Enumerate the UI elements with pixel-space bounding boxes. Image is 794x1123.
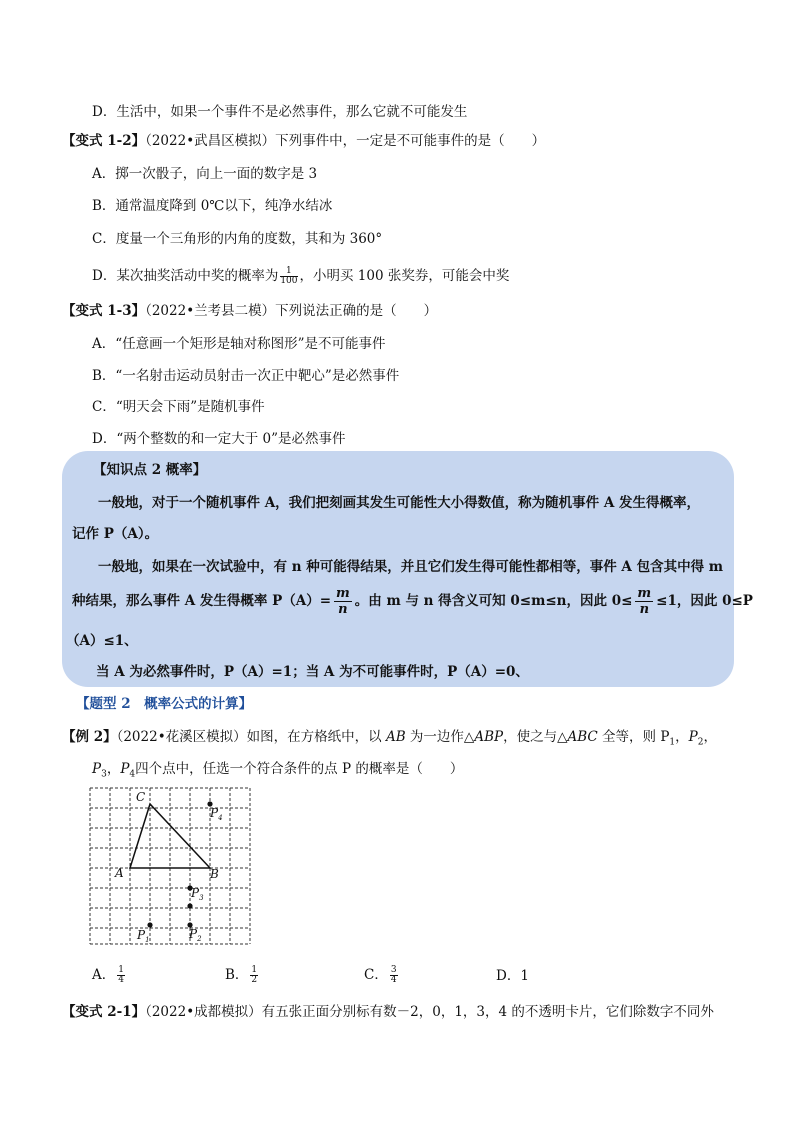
knowledge-para1-line2: 记作 P（A）。 xyxy=(72,526,159,542)
stem-text: 为一边作△ xyxy=(405,729,475,745)
triangle-abc: ABC xyxy=(567,729,598,745)
option-a-text: A．“任意画一个矩形是轴对称图形”是不可能事件 xyxy=(92,336,386,352)
point-label: P xyxy=(688,729,698,745)
point-label: P xyxy=(92,761,102,777)
option-d-text: D．“两个整数的和一定大于 0”是必然事件 xyxy=(92,431,346,447)
variant-2-1-stem xyxy=(62,1002,714,1022)
subscript: 4 xyxy=(129,769,136,780)
example-2-stem-line2: $P_3$，$P_4$四个点中，任选一个符合条件的点 P 的概率是（ ） xyxy=(92,761,464,780)
knowledge-para2-line1: 一般地，如果在一次试验中，有 n 种可能得结果，并且它们发生得可能性都相等，事件 A 包含其中得 m xyxy=(98,559,724,575)
fraction-numerator: m xyxy=(637,586,652,601)
fraction-denominator: 100 xyxy=(280,276,298,286)
stem-text: 四个点中，任选一个符合条件的点 P 的概率是（ ） xyxy=(135,761,464,777)
variant-1-2-stem xyxy=(62,131,545,151)
example-2-stem-line1: 【例 2】（2022•花溪区模拟）如图，在方格纸中，以 AB 为一边作△ABP，使之与△ABC 全等，则 $P_1$，$P_2$， xyxy=(62,729,717,748)
subscript: 3 xyxy=(101,769,107,780)
fraction-m-over-n xyxy=(334,586,352,617)
label-p2: $P_2$ xyxy=(189,927,202,943)
section-title: 【题型 2 概率公式的计算】 xyxy=(76,696,253,712)
option-d-text xyxy=(92,266,509,286)
option-d-suffix: ，小明买 100 张奖券，可能会中奖 xyxy=(299,268,510,284)
option-c-text xyxy=(364,965,400,985)
variant-tag: 【变式 2-1】 xyxy=(62,1004,146,1020)
subscript: 2 xyxy=(697,737,704,748)
label-a: A xyxy=(115,866,124,880)
label-b: B xyxy=(210,867,219,881)
variant-question: （2022•成都模拟）有五张正面分别标有数－2，0，1，3，4 的不透明卡片，它们除数字不同外 xyxy=(145,1004,714,1020)
point-label: P xyxy=(120,761,130,777)
fraction-numerator: 1 xyxy=(118,965,124,975)
fraction-denominator: 2 xyxy=(251,975,258,985)
option-a-text xyxy=(92,965,127,985)
fraction-denominator: n xyxy=(639,602,650,617)
fraction-numerator: 1 xyxy=(280,267,297,277)
formula-suffix: ≤1，因此 0≤P xyxy=(656,593,753,609)
grid-lines xyxy=(90,788,250,944)
variant-tag: 【变式 1-3】 xyxy=(62,303,146,319)
example-tag: 【例 2】 xyxy=(62,729,117,745)
label-p1: $P_1$ xyxy=(137,928,150,944)
knowledge-para3: 当 A 为必然事件时，P（A）=1；当 A 为不可能事件时，P（A）=0、 xyxy=(96,664,529,680)
option-b-text xyxy=(225,965,260,985)
knowledge-para2-line3: （A）≤1、 xyxy=(66,633,138,649)
option-a-text: A．掷一次骰子，向上一面的数字是 3 xyxy=(92,166,318,182)
stem-text: （2022•花溪区模拟）如图，在方格纸中，以 xyxy=(116,729,386,745)
fraction-numerator: 1 xyxy=(251,965,258,975)
knowledge-para1-line1: 一般地，对于一个随机事件 A，我们把刻画其发生可能性大小得数值，称为随机事件 A 发生得概率， xyxy=(98,495,701,511)
grid-figure xyxy=(86,784,254,950)
fraction-denominator: 4 xyxy=(390,975,397,985)
fraction-1-100 xyxy=(280,267,297,286)
fraction-denominator: 4 xyxy=(118,975,124,985)
subscript: 1 xyxy=(669,737,676,748)
stem-text: 全等，则 P xyxy=(597,729,670,745)
option-c-text: C．度量一个三角形的内角的度数，其和为 360° xyxy=(92,231,383,247)
variant-question: （2022•武昌区模拟）下列事件中，一定是不可能事件的是（ ） xyxy=(145,133,546,149)
knowledge-title: 【知识点 2 概率】 xyxy=(93,462,207,478)
option-d-prefix: D．某次抽奖活动中奖的概率为 xyxy=(92,268,279,284)
formula-prefix: 种结果，那么事件 A 发生得概率 P（A）= xyxy=(72,593,332,609)
label-p4: $P_4$ xyxy=(210,806,223,822)
option-b-text: B．通常温度降到 0℃以下，纯净水结冰 xyxy=(92,198,333,214)
variant-tag: 【变式 1-2】 xyxy=(62,133,146,149)
option-label: C． xyxy=(364,967,388,983)
fraction-m-over-n xyxy=(635,586,653,617)
option-label: B． xyxy=(225,967,249,983)
fraction-1-2 xyxy=(250,966,258,985)
stem-text: ，使之与△ xyxy=(503,729,568,745)
formula-middle: 。由 m 与 n 得含义可知 0≤m≤n，因此 0≤ xyxy=(354,593,633,609)
point-p1 xyxy=(147,922,152,927)
option-label: A． xyxy=(92,967,116,983)
option-c-text: C．“明天会下雨”是随机事件 xyxy=(92,399,265,415)
label-p3: $P_3$ xyxy=(191,886,204,902)
segment-ab: AB xyxy=(385,729,406,745)
option-b-text: B．“一名射击运动员射击一次正中靶心”是必然事件 xyxy=(92,368,400,384)
fraction-numerator: m xyxy=(336,586,350,601)
fraction-3-4 xyxy=(390,966,398,985)
knowledge-para2-line2 xyxy=(72,586,753,617)
fraction-numerator: 3 xyxy=(390,965,397,975)
fraction-denominator: n xyxy=(338,602,348,617)
variant-question: （2022•兰考县二模）下列说法正确的是（ ） xyxy=(145,303,438,319)
option-d-text: D．生活中，如果一个事件不是必然事件，那么它就不可能发生 xyxy=(92,104,468,120)
label-c: C xyxy=(136,790,146,804)
knowledge-box xyxy=(62,451,753,687)
option-d-text: D．1 xyxy=(496,968,529,984)
triangle-abp: ABP xyxy=(474,729,504,745)
variant-1-3-stem xyxy=(62,301,437,321)
point-p3-guide xyxy=(187,903,192,908)
fraction-1-4 xyxy=(117,966,125,985)
